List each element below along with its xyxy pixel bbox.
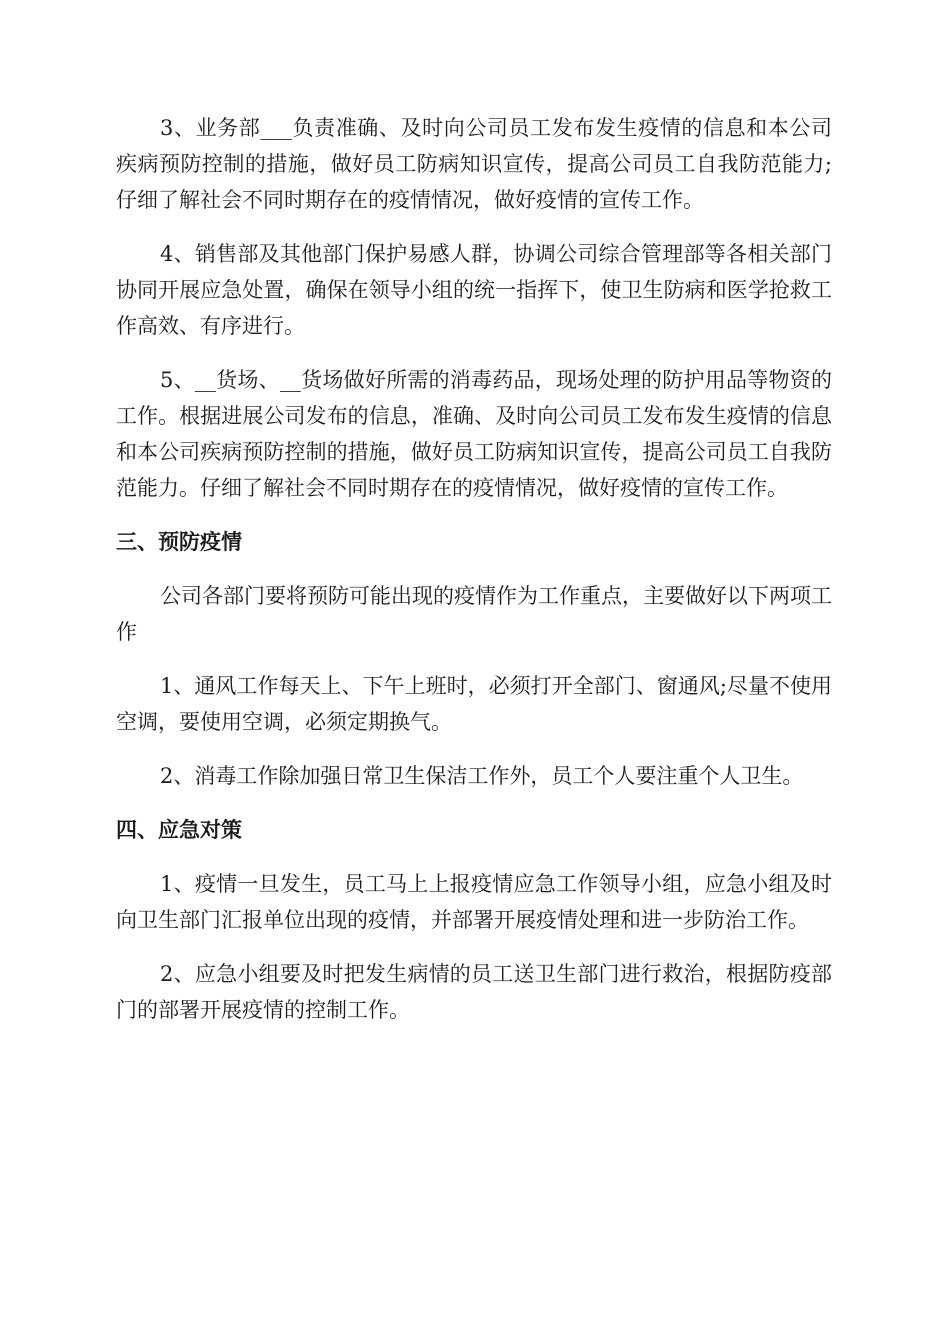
paragraph-emergency-treatment: 2、应急小组要及时把发生病情的员工送卫生部门进行救治，根据防疫部门的部署开展疫情的控制工作。 <box>116 962 832 1022</box>
paragraph-ventilation: 1、通风工作每天上、下午上班时，必须打开全部门、窗通风;尽量不使用空调，要使用空调，必须定期换气。 <box>116 674 832 734</box>
paragraph-sales-dept: 4、销售部及其他部门保护易感人群，协调公司综合管理部等各相关部门协同开展应急处置，确保在领导小组的统一指挥下，使卫生防病和医学抢救工作高效、有序进行。 <box>116 242 832 338</box>
document-body <box>116 110 832 1046</box>
paragraph-warehouse: 5、__货场、__货场做好所需的消毒药品，现场处理的防护用品等物资的工作。根据进展公司发布的信息，准确、及时向公司员工发布发生疫情的信息和本公司疾病预防控制的措施，做好员工防病知识宣传，提高公司员工自我防范能力。仔细了解社会不同时期存在的疫情情况，做好疫情的宣传工作。 <box>116 368 832 500</box>
paragraph-emergency-report: 1、疫情一旦发生，员工马上上报疫情应急工作领导小组，应急小组及时向卫生部门汇报单位出现的疫情，并部署开展疫情处理和进一步防治工作。 <box>116 872 832 932</box>
paragraph-prevention-intro: 公司各部门要将预防可能出现的疫情作为工作重点，主要做好以下两项工作 <box>116 584 832 644</box>
paragraph-disinfection: 2、消毒工作除加强日常卫生保洁工作外，员工个人要注重个人卫生。 <box>160 764 804 788</box>
section-heading-prevention: 三、预防疫情 <box>116 530 242 554</box>
paragraph-business-dept: 3、业务部___负责准确、及时向公司员工发布发生疫情的信息和本公司疾病预防控制的措施，做好员工防病知识宣传，提高公司员工自我防范能力;仔细了解社会不同时期存在的疫情情况，做好疫情的宣传工作。 <box>116 116 832 212</box>
section-heading-emergency: 四、应急对策 <box>116 818 242 842</box>
